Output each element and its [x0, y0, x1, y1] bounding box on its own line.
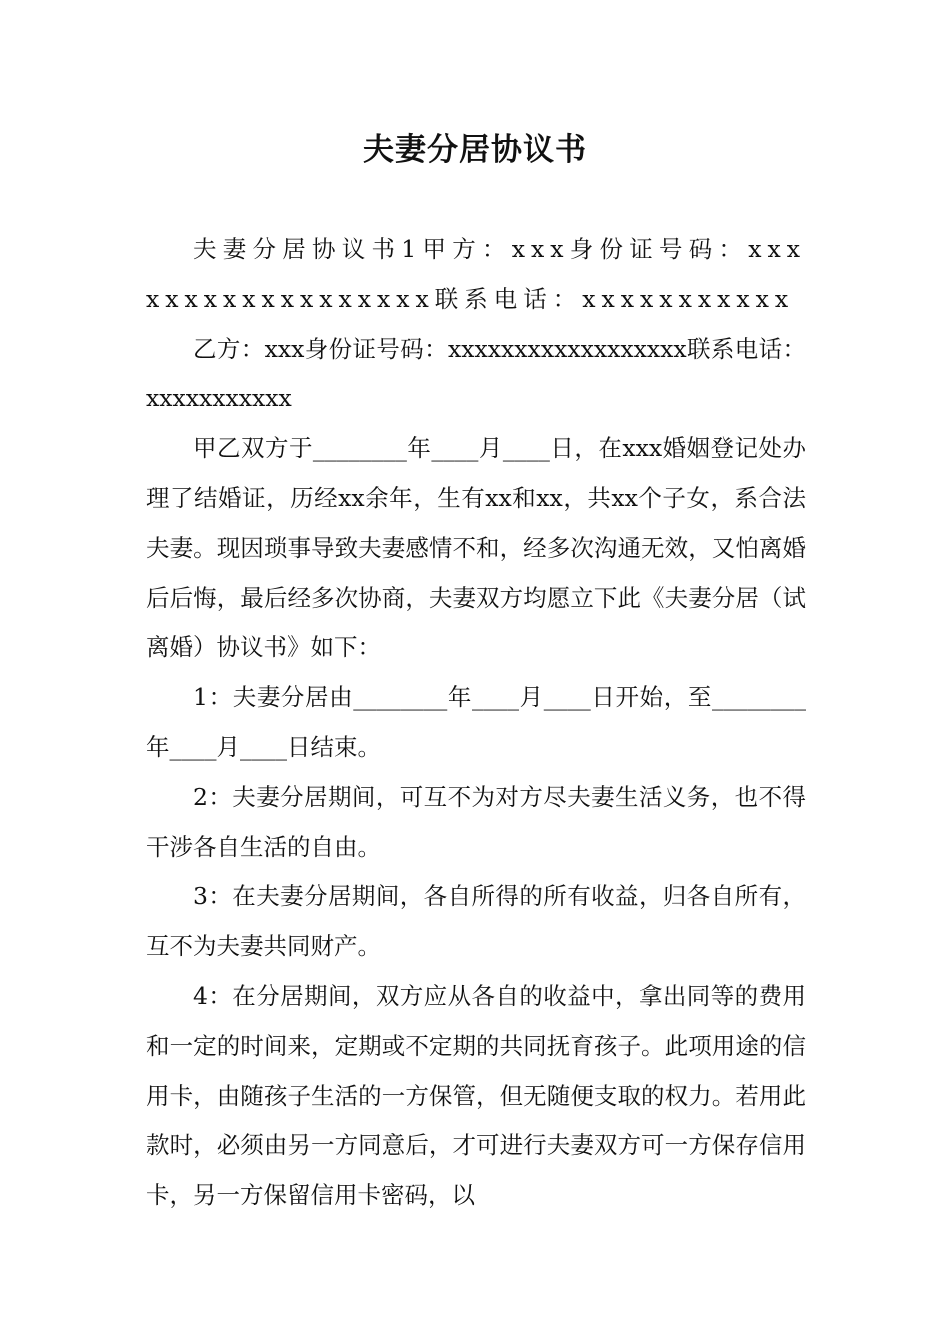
clause-2-paragraph: 2：夫妻分居期间，可互不为对方尽夫妻生活义务，也不得干涉各自生活的自由。: [146, 782, 806, 861]
party-b-paragraph: 乙方：xxx身份证号码：xxxxxxxxxxxxxxxxxx联系电话：xxxxxxxxxxx: [146, 334, 806, 413]
marriage-background-paragraph: 甲乙双方于________年____月____日，在xxx婚姻登记处办理了结婚证，历经xx余年，生有xx和xx，共xx个子女，系合法夫妻。现因琐事导致夫妻感情不和，经多次沟通无效，又怕离婚后后悔，最后经多次协商，夫妻双方均愿立下此《夫妻分居（试离婚）协议书》如下：: [146, 434, 806, 662]
clause-1-paragraph: 1：夫妻分居由________年____月____日开始，至________年____月____日结束。: [146, 683, 806, 761]
document-title: 夫妻分居协议书: [363, 132, 587, 168]
document-body: [146, 225, 806, 1221]
party-a-paragraph: 夫妻分居协议书1甲方：xxx身份证号码：xxxxxxxxxxxxxxxxxx联系电话：xxxxxxxxxxx: [146, 235, 806, 313]
clause-3-paragraph: 3：在夫妻分居期间，各自所得的所有收益，归各自所有，互不为夫妻共同财产。: [146, 882, 806, 961]
clause-4-paragraph: 4：在分居期间，双方应从各自的收益中，拿出同等的费用和一定的时间来，定期或不定期的共同抚育孩子。此项用途的信用卡，由随孩子生活的一方保管，但无随便支取的权力。若用此款时，必须由另一方同意后，才可进行夫妻双方可一方保存信用卡，另一方保留信用卡密码，以: [146, 981, 806, 1210]
